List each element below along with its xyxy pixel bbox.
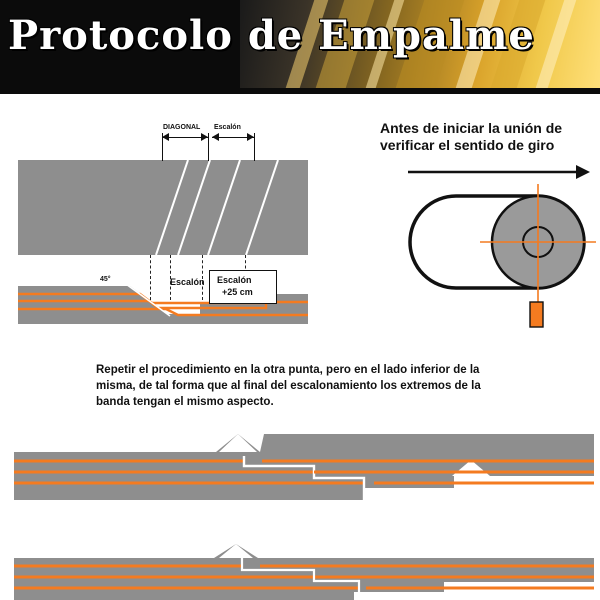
belt-splice-diagram-lower xyxy=(14,544,594,600)
label-escalon-top: Escalón xyxy=(214,124,241,131)
banner-underline xyxy=(0,88,600,94)
label-angle: 45° xyxy=(100,276,111,283)
measure-tick xyxy=(208,133,209,161)
roller-diagram xyxy=(398,162,600,337)
escalon-callout-line1: Escalón xyxy=(217,275,252,285)
instructions-line2: misma, de tal forma que al final del escalonamiento los extremos de la xyxy=(96,380,481,392)
measure-arrow-left xyxy=(212,133,219,141)
label-diagonal: DIAGONAL xyxy=(163,124,201,131)
measure-tick xyxy=(254,133,255,161)
belt-splice-diagram-upper xyxy=(14,432,594,532)
label-escalon-mid: Escalón xyxy=(170,277,205,287)
roller-heading-line2: verificar el sentido de giro xyxy=(380,137,555,153)
header-banner xyxy=(0,0,600,88)
measure-arrow-left xyxy=(162,133,169,141)
roller-heading-line1: Antes de iniciar la unión de xyxy=(380,120,563,136)
page-title: Protocolo de Empalme xyxy=(8,12,535,59)
measure-arrow-right xyxy=(201,133,208,141)
instructions-line3: banda tengan el mismo aspecto. xyxy=(96,396,274,408)
diagonal-cut-lines xyxy=(18,160,308,255)
escalon-callout-line2: +25 cm xyxy=(222,287,253,297)
measure-tick xyxy=(162,133,163,161)
instructions-line1: Repetir el procedimiento en la otra punta, pero en el lado inferior de la xyxy=(96,364,480,376)
escalon-callout-box xyxy=(209,270,277,304)
measure-arrow-right xyxy=(247,133,254,141)
